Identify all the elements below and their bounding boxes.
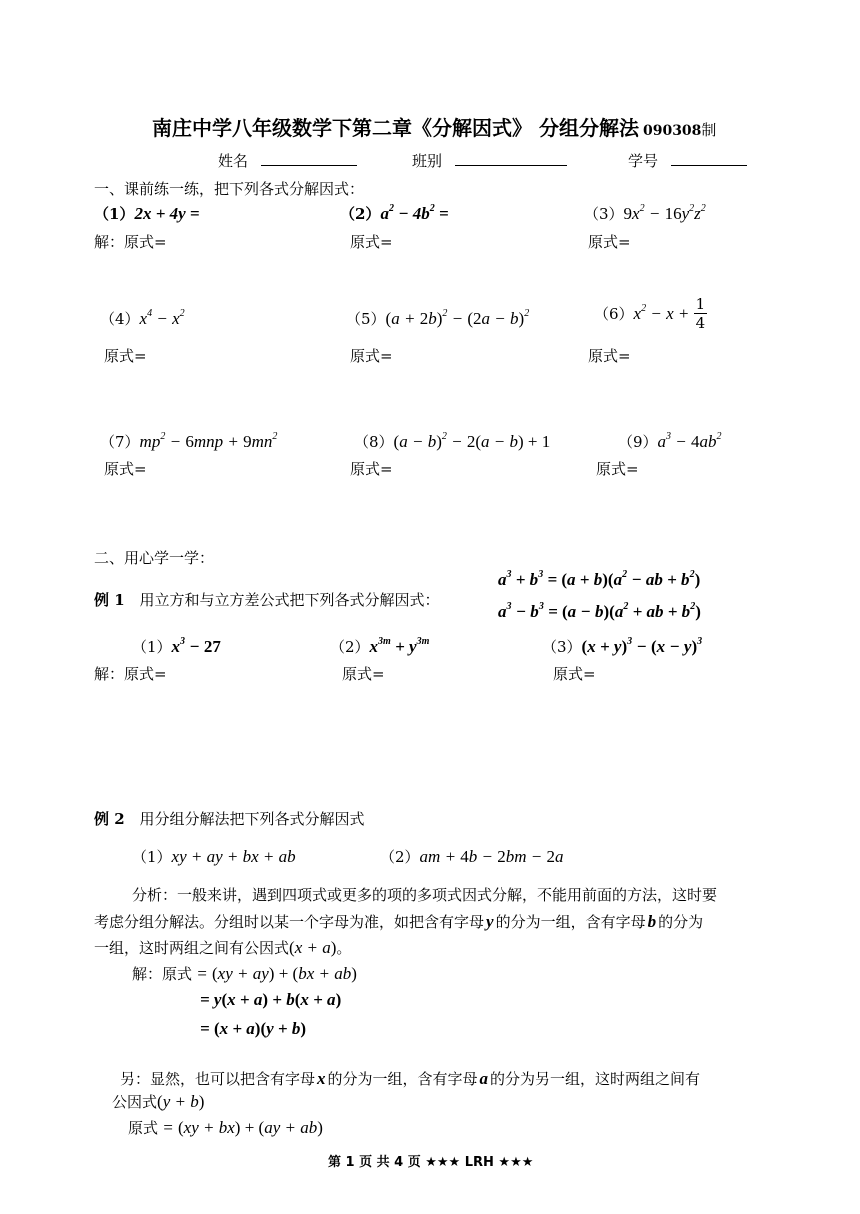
alternative-common-factor: (y + b) xyxy=(157,1092,205,1111)
worked-solution-line-1: 解：原式 = (xy + ay) + (bx + ab) xyxy=(132,964,357,983)
solution-step-1: = (xy + ay) + (bx + ab) xyxy=(192,964,357,983)
solution-6-label: 原式= xyxy=(588,347,631,365)
example-2-problem-2: （2）am + 4b − 2bm − 2a xyxy=(380,847,564,866)
solution-4-label: 原式= xyxy=(104,347,147,365)
problem-1: （1）2x + 4y = xyxy=(94,204,200,223)
section2-heading: 二、用心学一学： xyxy=(94,549,215,567)
name-blank[interactable] xyxy=(261,151,357,166)
solution-1-label: 解：原式= xyxy=(94,233,167,251)
name-label: 姓名 xyxy=(218,152,249,170)
problem-8: $(8)(a - b)^2 - 2(a - b) + 1$ xyxy=(354,431,551,451)
example-2 xyxy=(94,808,364,829)
problem-1-expr: 2x + 4y = xyxy=(134,204,200,223)
common-factor-expr: (x + a) xyxy=(289,938,337,957)
example-1-problem-2-expr: $x^{3m} + y^{3m}$ xyxy=(369,636,430,656)
example-1-problem-1-expr: $x^3 - 27$ xyxy=(171,636,221,656)
alternative-line-3: 原式 = (xy + bx) + (ay + ab) xyxy=(128,1118,323,1137)
example-2-label: 例 2 xyxy=(94,810,125,828)
number-row xyxy=(628,150,747,171)
number-label: 学号 xyxy=(628,152,659,170)
solution-step-3: = (x + a)(y + b) xyxy=(200,1019,307,1038)
example-1-solution-3-label: 原式= xyxy=(553,665,596,683)
example-2-text: 用分组分解法把下列各式分解因式 xyxy=(139,810,365,828)
problem-6: $(6)x^2 - x$ + $\frac{1}{4}$ xyxy=(594,295,706,332)
example-1-problem-2: $(2)x^{3m} + y^{3m}$ xyxy=(330,636,430,656)
alternative-step-1: = (xy + bx) + (ay + ab) xyxy=(158,1118,323,1137)
alternative-line-2: 公因式(y + b) xyxy=(112,1092,205,1111)
fraction-one-quarter: $\frac{1}{4}$ xyxy=(695,295,706,332)
problem-8-expr: $(a - b)^2 - 2(a - b) + 1$ xyxy=(393,431,551,451)
solution-9-label: 原式= xyxy=(596,460,639,478)
number-blank[interactable] xyxy=(671,151,747,166)
solution-2-label: 原式= xyxy=(350,233,393,251)
class-label: 班别 xyxy=(412,152,443,170)
problem-5-expr: $(a + 2b)^2 - (2a - b)^2$ xyxy=(385,308,530,328)
example-2-problem-1-expr: xy + ay + bx + ab xyxy=(171,847,296,866)
section1-heading: 一、课前练一练，把下列各式分解因式： xyxy=(94,180,365,198)
problem-7-expr: $mp^2 - 6mnp + 9mn^2$ xyxy=(139,431,278,451)
problem-2-expr: $a^2 - 4b^2$ = xyxy=(380,203,449,223)
example-1-problem-3: $(3)(x + y)^3 - (x - y)^3$ xyxy=(542,636,703,656)
problem-9: $(9)a^3 - 4ab^2$ xyxy=(618,431,722,451)
example-1 xyxy=(94,589,439,610)
example-1-problem-1: $(1)x^3 - 27$ xyxy=(132,636,221,656)
analysis-line-1: 分析：一般来讲，遇到四项式或更多的项的多项式因式分解，不能用前面的方法，这时要 xyxy=(132,886,718,904)
problem-3-expr: $9x^2 - 16y^2z^2$ xyxy=(623,203,706,223)
analysis-line-2: 考虑分组分解法。分组时以某一个字母为准，如把含有字母 y 的分为一组，含有字母 b 的分为 xyxy=(94,912,704,931)
solution-step-2: = y(x + a) + b(x + a) xyxy=(200,990,342,1009)
example-1-text: 用立方和与立方差公式把下列各式分解因式： xyxy=(139,591,440,609)
analysis-line-3: 一组，这时两组之间有公因式(x + a)。 xyxy=(94,938,352,957)
solution-7-label: 原式= xyxy=(104,460,147,478)
problem-5: $(5)(a + 2b)^2 - (2a - b)^2$ xyxy=(346,308,530,328)
info-row xyxy=(218,150,357,171)
example-2-problem-1: （1）xy + ay + bx + ab xyxy=(132,847,296,866)
problem-4-expr: $x^4 - x^2$ xyxy=(139,308,185,328)
example-1-problem-3-expr: $(x + y)^3 - (x - y)^3$ xyxy=(581,636,703,656)
solution-8-label: 原式= xyxy=(350,460,393,478)
solution-3-label: 原式= xyxy=(588,233,631,251)
title-text: 南庄中学八年级数学下第二章《分解因式》 分组分解法 xyxy=(152,116,639,140)
class-blank[interactable] xyxy=(455,151,567,166)
problem-2: $(2)a^2 - 4b^2$ = xyxy=(340,203,449,223)
problem-7: $(7)mp^2 - 6mnp + 9mn^2$ xyxy=(100,431,278,451)
title-code-suffix: 制 xyxy=(701,121,717,139)
example-1-solution-1-label: 解：原式= xyxy=(94,665,167,683)
class-row xyxy=(412,150,567,171)
alternative-line-1: 另：显然，也可以把含有字母 x 的分为一组，含有字母 a 的分为另一组，这时两组之间有 xyxy=(120,1069,701,1088)
problem-9-expr: $a^3 - 4ab^2$ xyxy=(657,431,722,451)
page-footer: 第 1 页 共 4 页 ★★★ LRH ★★★ xyxy=(328,1155,534,1170)
problem-4: $(4)x^4 - x^2$ xyxy=(100,308,185,328)
solution-5-label: 原式= xyxy=(350,347,393,365)
sum-of-cubes-formula: $a^3 + b^3 = (a + b)(a^2$ − ab + $b^2$) xyxy=(498,569,701,589)
example-1-label: 例 1 xyxy=(94,591,125,609)
example-1-solution-2-label: 原式= xyxy=(342,665,385,683)
problem-3: $(3)9x^2 - 16y^2z^2$ xyxy=(584,203,706,223)
difference-of-cubes-formula: $a^3 - b^3 = (a - b)(a^2$ + ab + $b^2$) xyxy=(498,601,701,621)
example-2-problem-2-expr: am + 4b − 2bm − 2a xyxy=(419,847,564,866)
title-code: 090308 xyxy=(642,123,702,139)
problem-6-expr: $x^2 - x$ + xyxy=(633,302,694,323)
page-title xyxy=(152,112,716,141)
